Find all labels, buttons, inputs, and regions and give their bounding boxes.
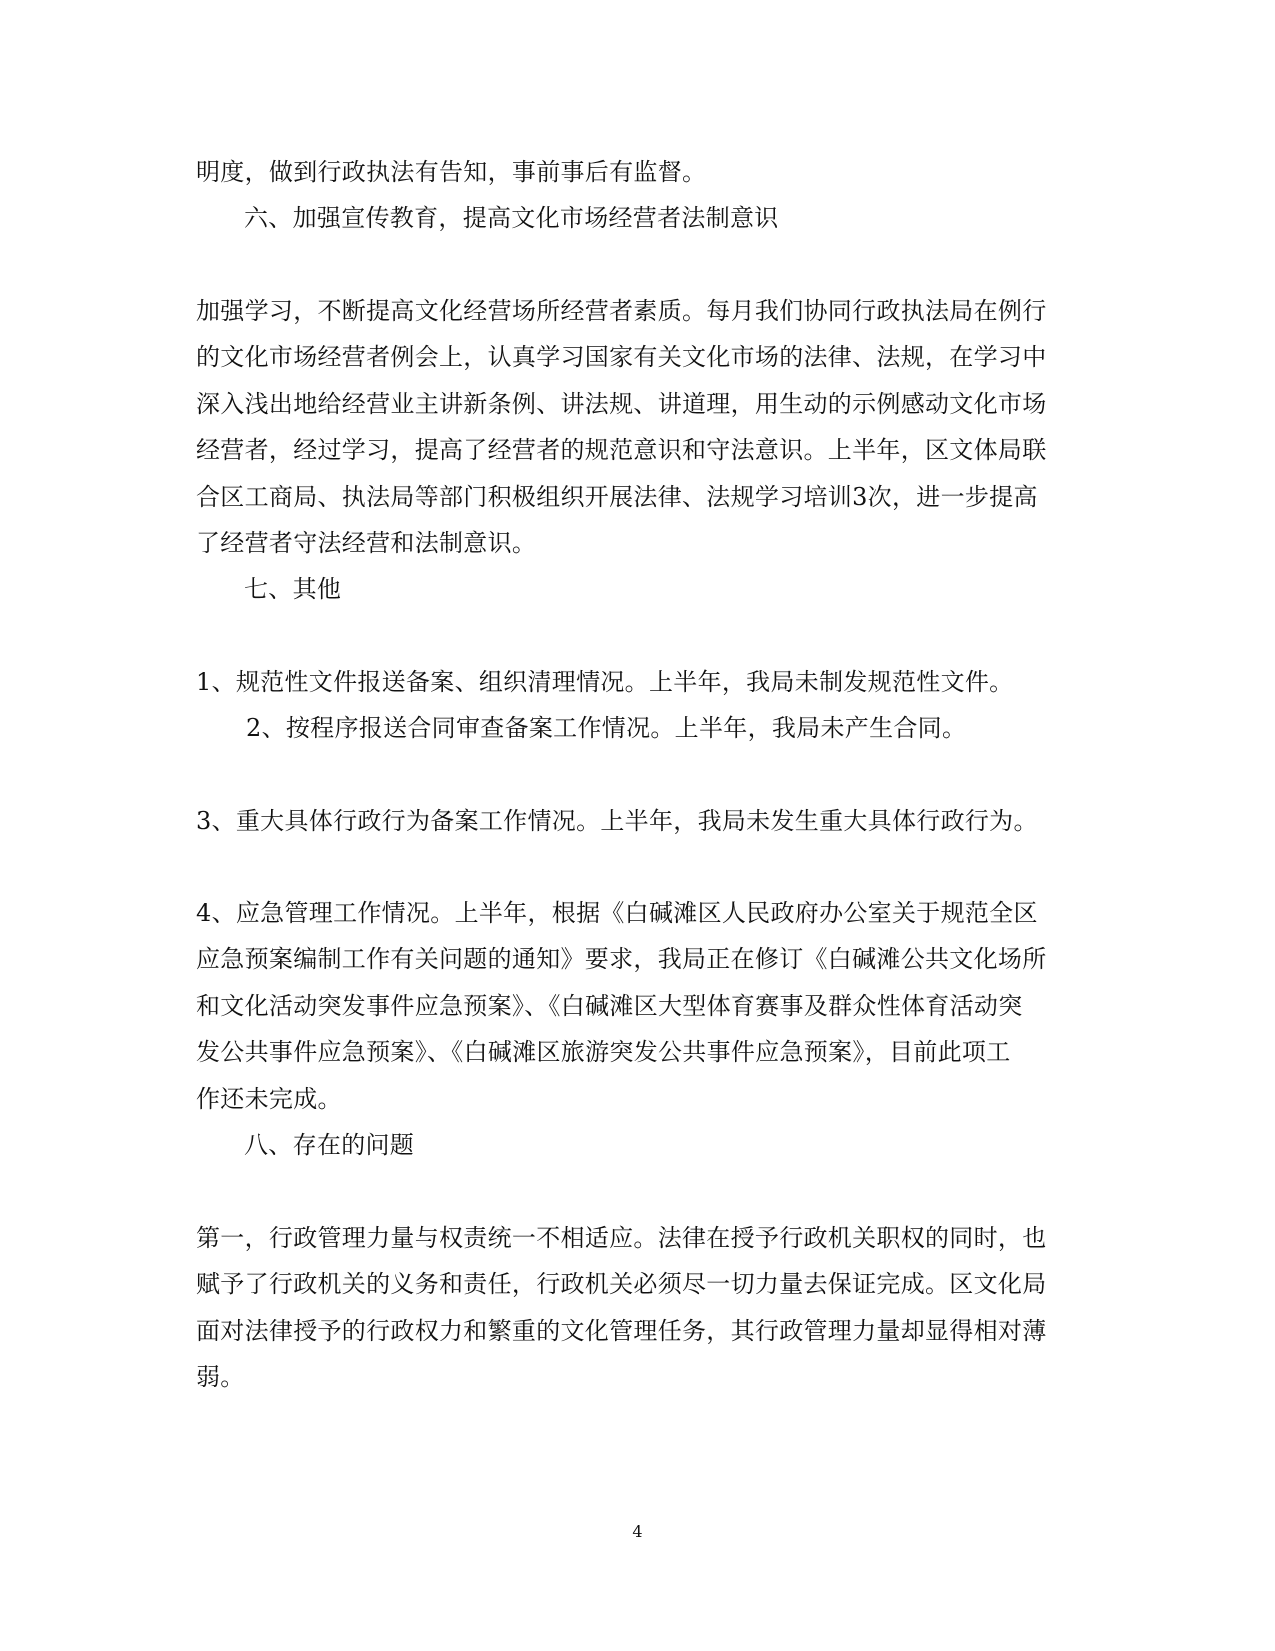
text-line: 第一，行政管理力量与权责统一不相适应。法律在授予行政机关职权的同时，也 (196, 1224, 1047, 1252)
text-line: 发公共事件应急预案》、《白碱滩区旅游突发公共事件应急预案》，目前此项工 (196, 1038, 1011, 1066)
text-line: 深入浅出地给经营业主讲新条例、讲法规、讲道理，用生动的示例感动文化市场 (196, 390, 1047, 418)
text-line: 面对法律授予的行政权力和繁重的文化管理任务，其行政管理力量却显得相对薄 (196, 1317, 1047, 1345)
text-line: 了经营者守法经营和法制意识。 (196, 529, 537, 557)
list-item: 1、规范性文件报送备案、组织清理情况。上半年，我局未制发规范性文件。 (196, 668, 1014, 696)
list-item: 4、应急管理工作情况。上半年，根据《白碱滩区人民政府办公室关于规范全区 (196, 899, 1038, 927)
section-heading-six: 六、加强宣传教育，提高文化市场经营者法制意识 (244, 204, 779, 232)
text-line: 明度，做到行政执法有告知，事前事后有监督。 (196, 158, 707, 186)
list-item: 3、重大具体行政行为备案工作情况。上半年，我局未发生重大具体行政行为。 (196, 807, 1038, 835)
text-line: 和文化活动突发事件应急预案》、《白碱滩区大型体育赛事及群众性体育活动突 (196, 992, 1023, 1020)
section-heading-eight: 八、存在的问题 (244, 1131, 415, 1159)
text-line: 经营者，经过学习，提高了经营者的规范意识和守法意识。上半年，区文体局联 (196, 436, 1047, 464)
text-line: 合区工商局、执法局等部门积极组织开展法律、法规学习培训3次，进一步提高 (196, 483, 1038, 511)
text-line: 的文化市场经营者例会上，认真学习国家有关文化市场的法律、法规，在学习中 (196, 343, 1047, 371)
text-line: 应急预案编制工作有关问题的通知》要求，我局正在修订《白碱滩公共文化场所 (196, 945, 1047, 973)
list-item: 2、按程序报送合同审查备案工作情况。上半年，我局未产生合同。 (246, 714, 967, 742)
text-line: 加强学习，不断提高文化经营场所经营者素质。每月我们协同行政执法局在例行 (196, 297, 1047, 325)
text-line: 作还未完成。 (196, 1085, 342, 1113)
page-number: 4 (632, 1522, 643, 1541)
section-heading-seven: 七、其他 (244, 575, 342, 603)
text-line: 赋予了行政机关的义务和责任，行政机关必须尽一切力量去保证完成。区文化局 (196, 1270, 1047, 1298)
text-line: 弱。 (196, 1363, 245, 1391)
